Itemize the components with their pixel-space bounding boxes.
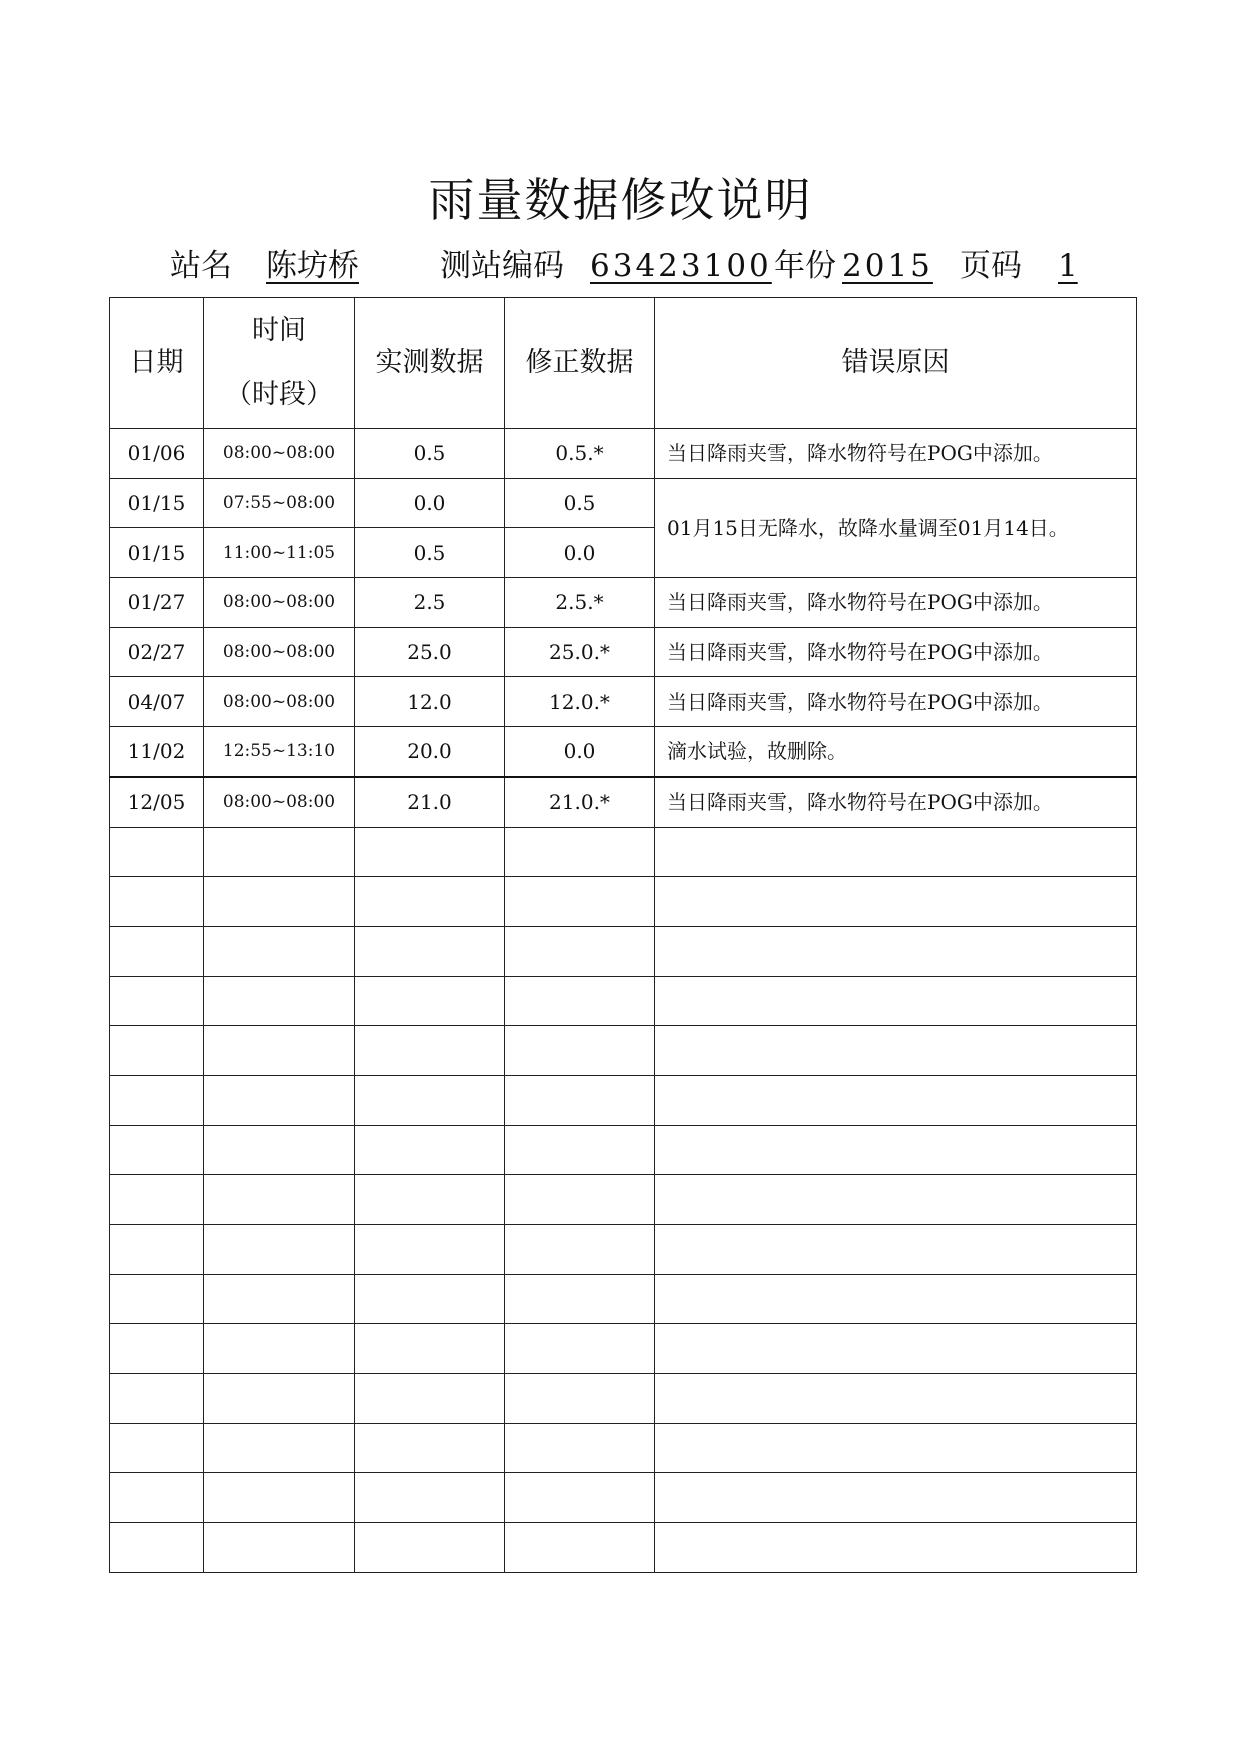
empty-cell xyxy=(505,1374,655,1424)
empty-cell xyxy=(505,1423,655,1473)
cell-date: 01/15 xyxy=(110,478,204,528)
cell-reason: 当日降雨夹雪，降水物符号在POG中添加。 xyxy=(655,777,1137,827)
empty-cell xyxy=(655,926,1137,976)
cell-reason-merged: 01月15日无降水，故降水量调至01月14日。 xyxy=(655,478,1137,577)
empty-cell xyxy=(110,1374,204,1424)
empty-cell xyxy=(355,1026,505,1076)
empty-cell xyxy=(204,877,355,927)
empty-cell xyxy=(655,1523,1137,1573)
cell-measured: 2.5 xyxy=(355,578,505,628)
empty-cell xyxy=(204,976,355,1026)
table-row xyxy=(110,627,1137,677)
empty-cell xyxy=(505,1274,655,1324)
empty-cell xyxy=(655,1175,1137,1225)
empty-cell xyxy=(505,827,655,877)
empty-cell xyxy=(355,1175,505,1225)
empty-cell xyxy=(110,926,204,976)
cell-measured: 12.0 xyxy=(355,677,505,727)
empty-cell xyxy=(655,1274,1137,1324)
empty-cell xyxy=(110,1125,204,1175)
header-time-line1: 时间 xyxy=(252,315,306,346)
empty-row xyxy=(110,1225,1137,1275)
empty-cell xyxy=(355,926,505,976)
cell-measured: 20.0 xyxy=(355,727,505,777)
cell-time: 11:00~11:05 xyxy=(204,528,355,578)
cell-reason: 当日降雨夹雪，降水物符号在POG中添加。 xyxy=(655,677,1137,727)
empty-cell xyxy=(110,827,204,877)
blank-rows xyxy=(110,827,1137,1572)
empty-row xyxy=(110,926,1137,976)
header-time xyxy=(204,298,355,429)
table-header-row xyxy=(110,298,1137,429)
cell-corrected: 25.0.* xyxy=(505,627,655,677)
empty-cell xyxy=(204,1075,355,1125)
empty-row xyxy=(110,1274,1137,1324)
empty-cell xyxy=(204,1125,355,1175)
empty-cell xyxy=(655,1075,1137,1125)
empty-row xyxy=(110,827,1137,877)
empty-cell xyxy=(110,1175,204,1225)
table-row xyxy=(110,777,1137,827)
year-value: 2015 xyxy=(842,248,933,284)
empty-cell xyxy=(655,1026,1137,1076)
empty-cell xyxy=(355,1274,505,1324)
empty-row xyxy=(110,1175,1137,1225)
empty-cell xyxy=(505,926,655,976)
table-row xyxy=(110,429,1137,479)
table-row xyxy=(110,578,1137,628)
empty-cell xyxy=(110,1075,204,1125)
cell-reason: 当日降雨夹雪，降水物符号在POG中添加。 xyxy=(655,429,1137,479)
empty-cell xyxy=(655,1374,1137,1424)
cell-measured: 0.0 xyxy=(355,478,505,528)
cell-date: 02/27 xyxy=(110,627,204,677)
empty-cell xyxy=(655,1423,1137,1473)
empty-cell xyxy=(110,1423,204,1473)
empty-cell xyxy=(204,827,355,877)
empty-cell xyxy=(110,976,204,1026)
cell-measured: 21.0 xyxy=(355,777,505,827)
empty-cell xyxy=(204,1274,355,1324)
cell-reason: 当日降雨夹雪，降水物符号在POG中添加。 xyxy=(655,627,1137,677)
empty-row xyxy=(110,1473,1137,1523)
empty-cell xyxy=(204,1225,355,1275)
empty-cell xyxy=(655,827,1137,877)
cell-time: 12:55~13:10 xyxy=(204,727,355,777)
empty-row xyxy=(110,1423,1137,1473)
empty-cell xyxy=(355,1423,505,1473)
empty-cell xyxy=(355,1225,505,1275)
empty-cell xyxy=(355,1075,505,1125)
cell-time: 08:00~08:00 xyxy=(204,578,355,628)
cell-corrected: 21.0.* xyxy=(505,777,655,827)
empty-cell xyxy=(110,1324,204,1374)
cell-time: 08:00~08:00 xyxy=(204,429,355,479)
correction-table xyxy=(109,297,1137,1573)
empty-cell xyxy=(505,976,655,1026)
empty-cell xyxy=(204,1423,355,1473)
cell-measured: 0.5 xyxy=(355,528,505,578)
empty-cell xyxy=(355,976,505,1026)
cell-date: 04/07 xyxy=(110,677,204,727)
table-row xyxy=(110,478,1137,528)
empty-row xyxy=(110,1324,1137,1374)
empty-cell xyxy=(204,1324,355,1374)
header-date: 日期 xyxy=(110,298,204,429)
cell-time: 08:00~08:00 xyxy=(204,777,355,827)
empty-cell xyxy=(204,1026,355,1076)
empty-cell xyxy=(355,1125,505,1175)
cell-date: 12/05 xyxy=(110,777,204,827)
cell-time: 07:55~08:00 xyxy=(204,478,355,528)
cell-date: 01/27 xyxy=(110,578,204,628)
station-label: 站名 xyxy=(170,248,232,284)
cell-corrected: 0.5.* xyxy=(505,429,655,479)
empty-cell xyxy=(655,1473,1137,1523)
empty-cell xyxy=(110,1274,204,1324)
empty-row xyxy=(110,1523,1137,1573)
empty-cell xyxy=(110,1473,204,1523)
cell-corrected: 0.5 xyxy=(505,478,655,528)
header-reason: 错误原因 xyxy=(655,298,1137,429)
code-label: 测站编码 xyxy=(440,248,564,284)
empty-cell xyxy=(110,1523,204,1573)
empty-cell xyxy=(655,1225,1137,1275)
empty-cell xyxy=(204,1473,355,1523)
empty-row xyxy=(110,1075,1137,1125)
empty-row xyxy=(110,1374,1137,1424)
empty-cell xyxy=(204,926,355,976)
empty-row xyxy=(110,1125,1137,1175)
empty-cell xyxy=(505,1473,655,1523)
station-value: 陈坊桥 xyxy=(266,248,359,284)
empty-row xyxy=(110,877,1137,927)
empty-cell xyxy=(505,1324,655,1374)
year-label: 年份 xyxy=(774,248,836,284)
empty-cell xyxy=(204,1175,355,1225)
empty-cell xyxy=(655,877,1137,927)
empty-cell xyxy=(505,1026,655,1076)
cell-corrected: 12.0.* xyxy=(505,677,655,727)
empty-cell xyxy=(355,827,505,877)
empty-cell xyxy=(655,976,1137,1026)
cell-corrected: 0.0 xyxy=(505,727,655,777)
cell-measured: 25.0 xyxy=(355,627,505,677)
cell-reason: 滴水试验，故删除。 xyxy=(655,727,1137,777)
empty-cell xyxy=(655,1125,1137,1175)
header-measured: 实测数据 xyxy=(355,298,505,429)
empty-cell xyxy=(505,877,655,927)
cell-date: 11/02 xyxy=(110,727,204,777)
table-row xyxy=(110,677,1137,727)
empty-cell xyxy=(204,1523,355,1573)
cell-time: 08:00~08:00 xyxy=(204,627,355,677)
empty-cell xyxy=(355,877,505,927)
empty-cell xyxy=(110,1026,204,1076)
cell-date: 01/06 xyxy=(110,429,204,479)
cell-time: 08:00~08:00 xyxy=(204,677,355,727)
header-corrected: 修正数据 xyxy=(505,298,655,429)
header-time-line2: （时段） xyxy=(225,379,333,410)
document-title: 雨量数据修改说明 xyxy=(428,173,813,227)
empty-row xyxy=(110,976,1137,1026)
empty-cell xyxy=(355,1374,505,1424)
empty-cell xyxy=(505,1225,655,1275)
cell-date: 01/15 xyxy=(110,528,204,578)
empty-cell xyxy=(355,1523,505,1573)
empty-cell xyxy=(110,1225,204,1275)
empty-cell xyxy=(505,1075,655,1125)
cell-corrected: 2.5.* xyxy=(505,578,655,628)
cell-measured: 0.5 xyxy=(355,429,505,479)
page-value: 1 xyxy=(1058,248,1078,284)
page-label: 页码 xyxy=(960,248,1022,284)
empty-cell xyxy=(655,1324,1137,1374)
table-row xyxy=(110,727,1137,777)
empty-cell xyxy=(505,1125,655,1175)
code-value: 63423100 xyxy=(590,248,772,284)
empty-row xyxy=(110,1026,1137,1076)
empty-cell xyxy=(204,1374,355,1424)
cell-corrected: 0.0 xyxy=(505,528,655,578)
cell-reason: 当日降雨夹雪，降水物符号在POG中添加。 xyxy=(655,578,1137,628)
empty-cell xyxy=(505,1523,655,1573)
empty-cell xyxy=(110,877,204,927)
empty-cell xyxy=(355,1473,505,1523)
empty-cell xyxy=(355,1324,505,1374)
empty-cell xyxy=(505,1175,655,1225)
